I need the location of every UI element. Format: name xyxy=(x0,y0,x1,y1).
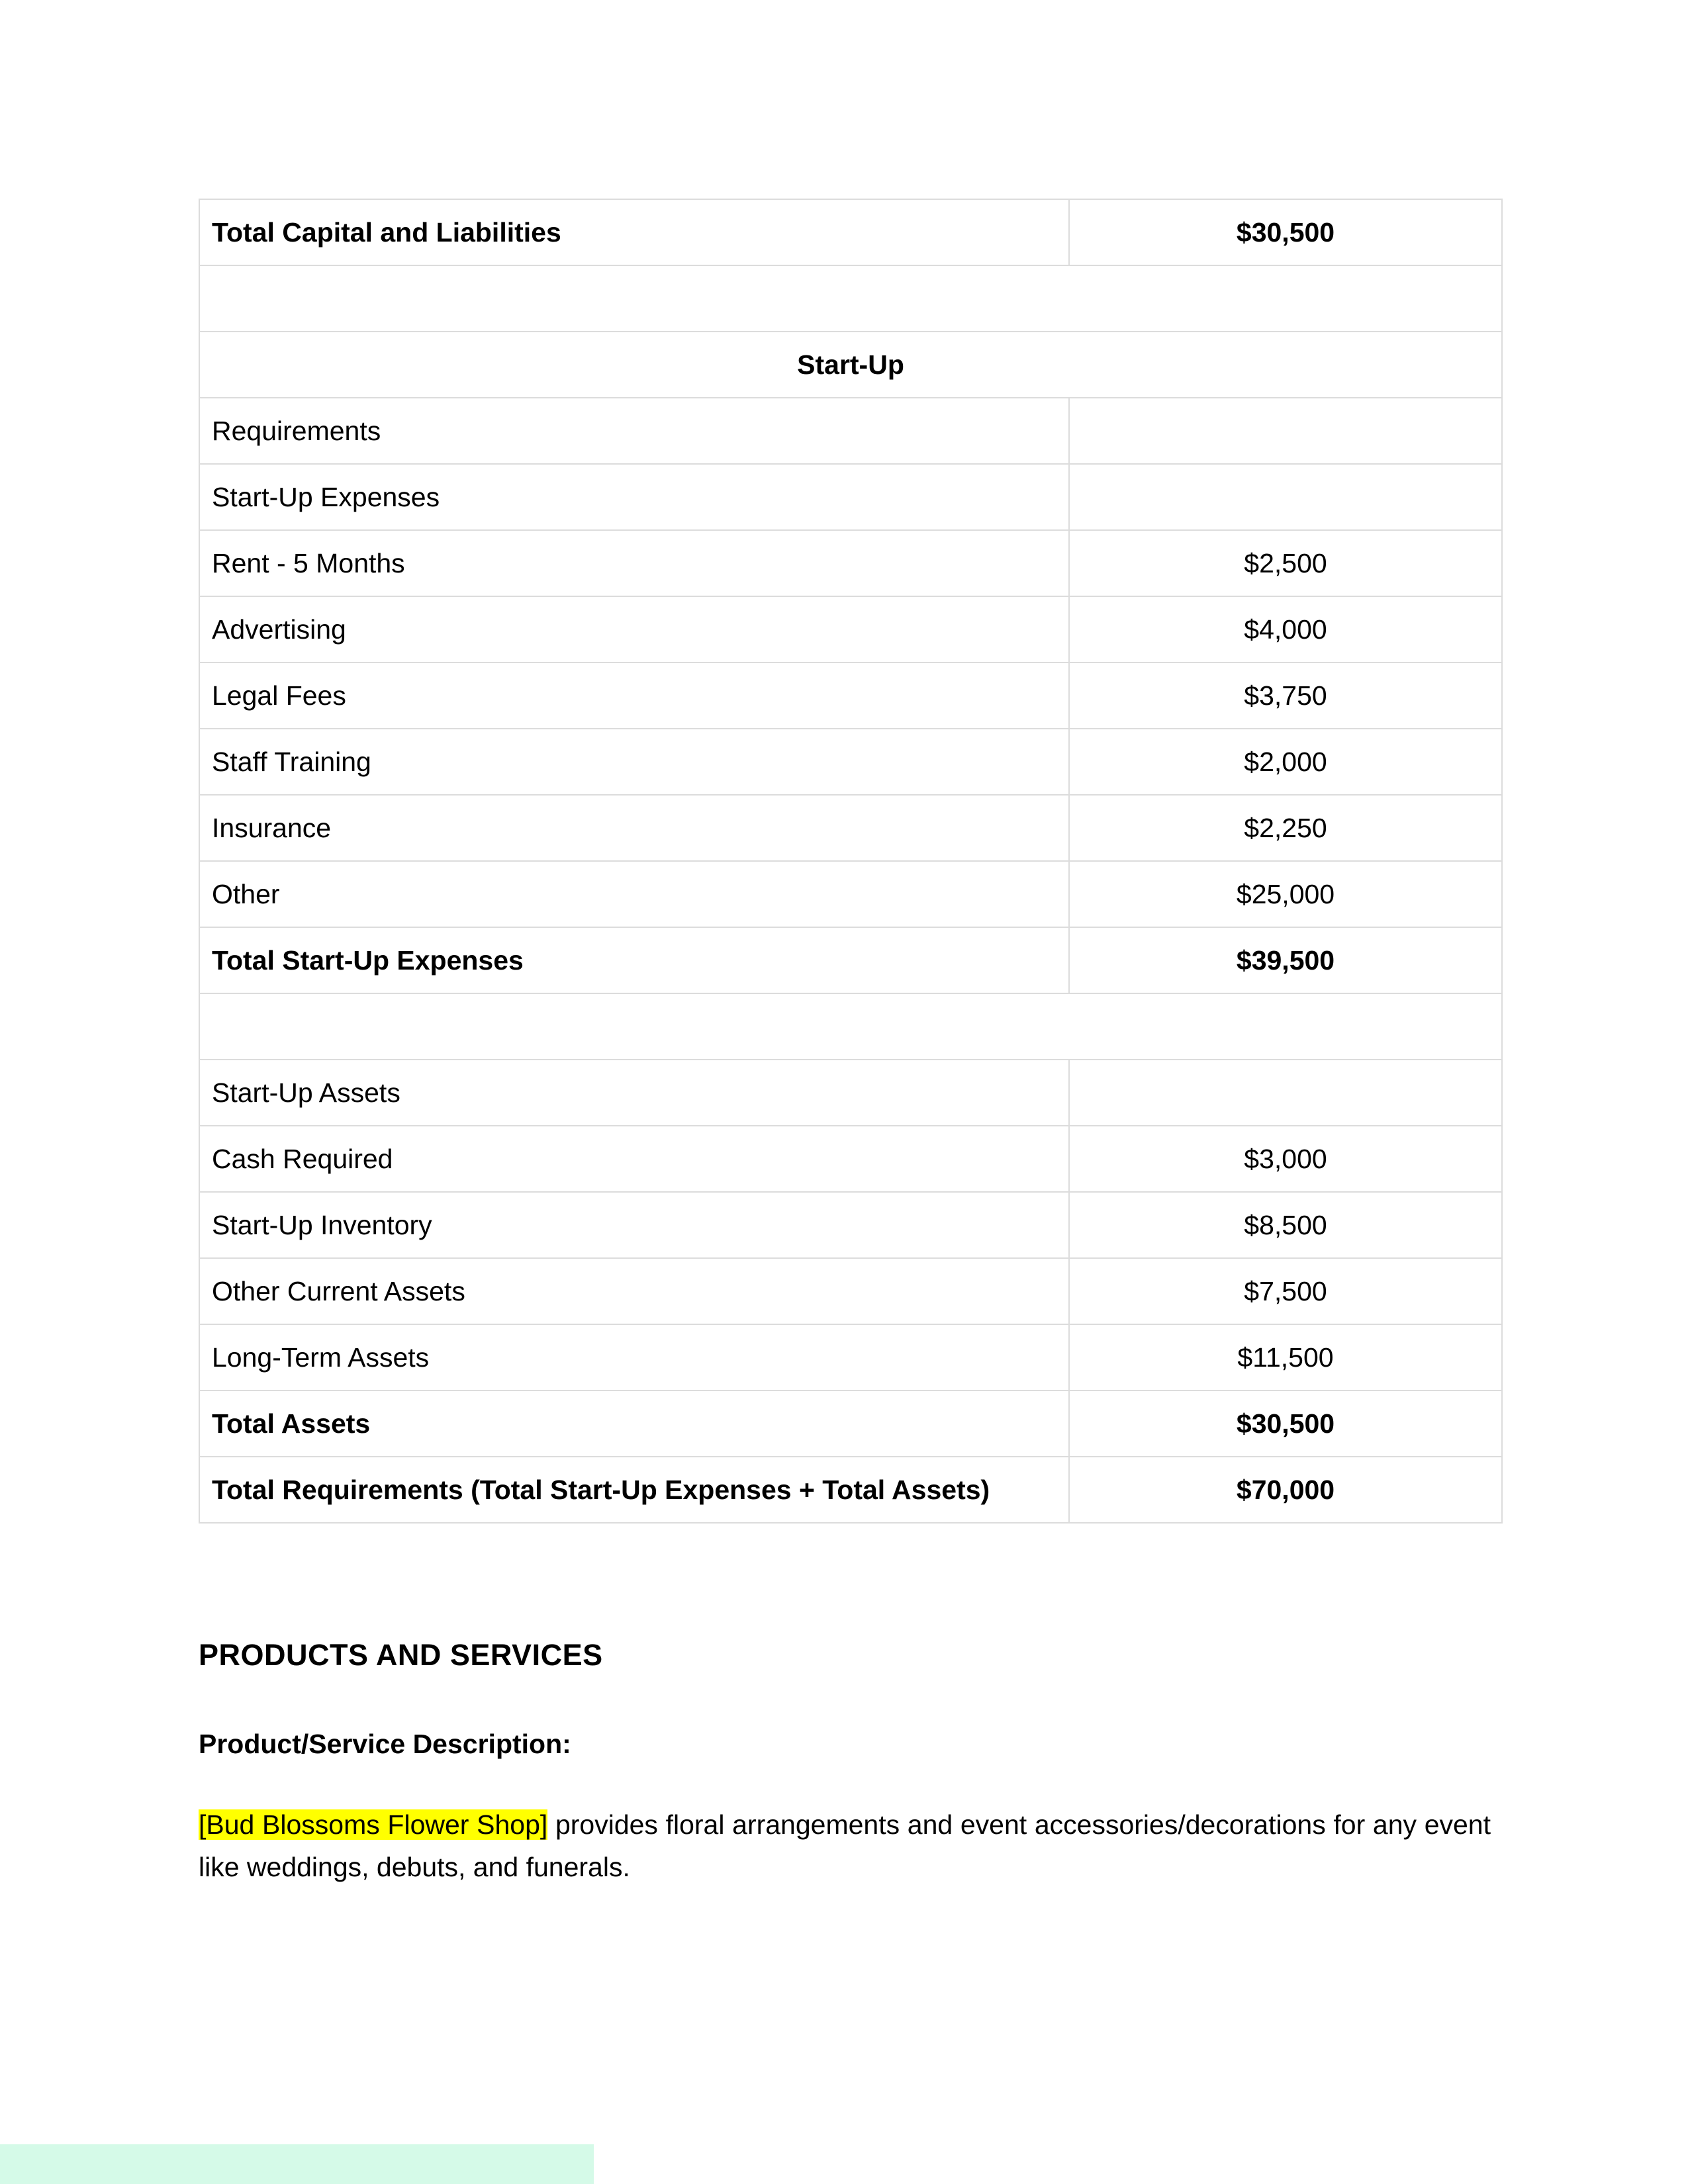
row-label: Staff Training xyxy=(199,729,1069,795)
row-label: Legal Fees xyxy=(199,662,1069,729)
row-value: $8,500 xyxy=(1069,1192,1502,1258)
table-row xyxy=(199,596,1502,662)
row-value xyxy=(1069,398,1502,464)
spacer-cell xyxy=(199,993,1502,1060)
row-value: $25,000 xyxy=(1069,861,1502,927)
table-row xyxy=(199,861,1502,927)
table-row-spacer xyxy=(199,265,1502,332)
table-row xyxy=(199,1060,1502,1126)
row-label: Insurance xyxy=(199,795,1069,861)
table-row xyxy=(199,1192,1502,1258)
table-row xyxy=(199,1126,1502,1192)
row-value: $4,000 xyxy=(1069,596,1502,662)
row-value: $2,250 xyxy=(1069,795,1502,861)
table-row-total-requirements xyxy=(199,1457,1502,1523)
row-label: Cash Required xyxy=(199,1126,1069,1192)
row-value: $30,500 xyxy=(1069,1390,1502,1457)
row-label: Other Current Assets xyxy=(199,1258,1069,1324)
row-label: Total Assets xyxy=(199,1390,1069,1457)
row-label: Start-Up Inventory xyxy=(199,1192,1069,1258)
row-label: Long-Term Assets xyxy=(199,1324,1069,1390)
section-header-cell: Start-Up xyxy=(199,332,1502,398)
table-row-total-assets xyxy=(199,1390,1502,1457)
row-value: $2,000 xyxy=(1069,729,1502,795)
row-label: Total Start-Up Expenses xyxy=(199,927,1069,993)
table-row xyxy=(199,398,1502,464)
table-row xyxy=(199,729,1502,795)
table-row-spacer xyxy=(199,993,1502,1060)
row-value xyxy=(1069,1060,1502,1126)
table-row xyxy=(199,1258,1502,1324)
row-label: Advertising xyxy=(199,596,1069,662)
row-label: Total Capital and Liabilities xyxy=(199,199,1069,265)
row-value: $11,500 xyxy=(1069,1324,1502,1390)
row-label: Start-Up Assets xyxy=(199,1060,1069,1126)
table-row xyxy=(199,464,1502,530)
table-row-section-header xyxy=(199,332,1502,398)
section-heading: PRODUCTS AND SERVICES xyxy=(199,1638,603,1672)
company-name-placeholder: [Bud Blossoms Flower Shop] xyxy=(199,1809,548,1840)
row-value: $7,500 xyxy=(1069,1258,1502,1324)
row-label: Requirements xyxy=(199,398,1069,464)
row-value: $2,500 xyxy=(1069,530,1502,596)
startup-table xyxy=(199,199,1503,1524)
row-value: $30,500 xyxy=(1069,199,1502,265)
row-value: $3,000 xyxy=(1069,1126,1502,1192)
row-value xyxy=(1069,464,1502,530)
spacer-cell xyxy=(199,265,1502,332)
table-row-total-capital xyxy=(199,199,1502,265)
row-value: $3,750 xyxy=(1069,662,1502,729)
table-row xyxy=(199,795,1502,861)
row-value: $39,500 xyxy=(1069,927,1502,993)
table-row xyxy=(199,662,1502,729)
table-row-total-startup-expenses xyxy=(199,927,1502,993)
sub-heading: Product/Service Description: xyxy=(199,1729,571,1759)
table-row xyxy=(199,530,1502,596)
description-text: provides floral arrangements and event accessories/decorations for any event like weddings, debuts, and funerals. xyxy=(199,1809,1491,1882)
row-value: $70,000 xyxy=(1069,1457,1502,1523)
row-label: Start-Up Expenses xyxy=(199,464,1069,530)
description-paragraph xyxy=(199,1803,1491,1888)
row-label: Total Requirements (Total Start-Up Expenses + Total Assets) xyxy=(199,1457,1069,1523)
row-label: Other xyxy=(199,861,1069,927)
row-label: Rent - 5 Months xyxy=(199,530,1069,596)
table-row xyxy=(199,1324,1502,1390)
footer-accent-bar xyxy=(0,2144,594,2184)
